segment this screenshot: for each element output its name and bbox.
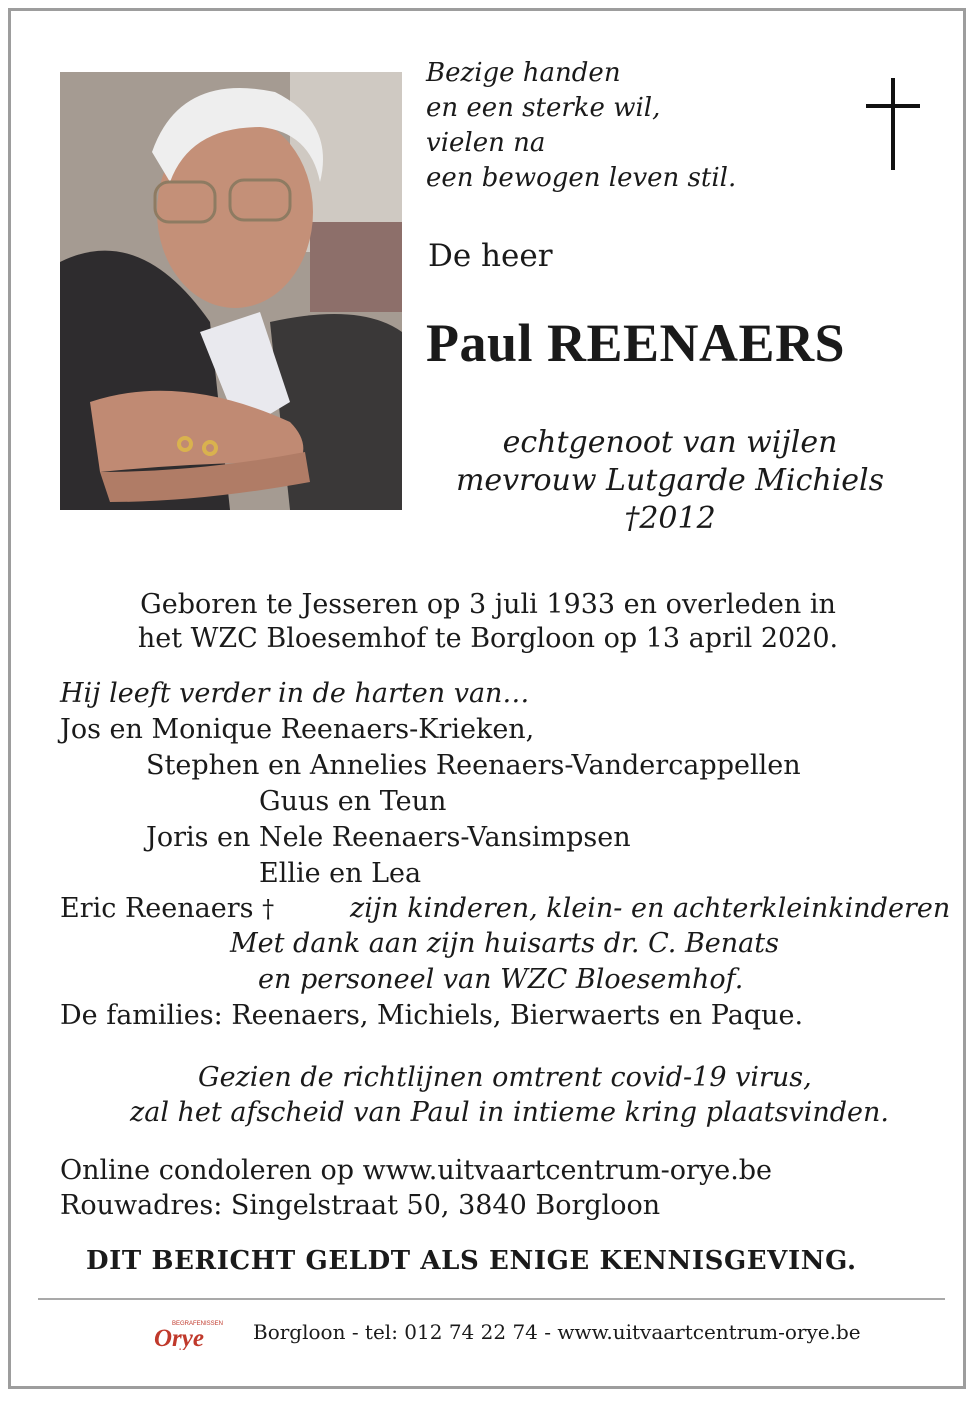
birth-line: Geboren te Jesseren op 3 juli 1933 en overleden in <box>140 589 836 620</box>
family-line: Ellie en Lea <box>259 858 422 889</box>
families-line: De families: Reenaers, Michiels, Bierwaerts en Paque. <box>60 1000 804 1031</box>
logo-subtitle: BEGRAFENISSEN <box>172 1321 224 1327</box>
footer-contact: Borgloon - tel: 012 74 22 74 - www.uitvaartcentrum-orye.be <box>253 1320 861 1344</box>
poem <box>426 56 736 196</box>
cross-icon <box>866 78 920 170</box>
poem-line: vielen na <box>426 128 546 158</box>
family-line: Stephen en Annelies Reenaers-Vandercappellen <box>146 750 801 781</box>
spouse-death-year: †2012 <box>624 501 716 536</box>
thanks-line: en personeel van WZC Bloesemhof. <box>258 964 744 995</box>
birth-death-info <box>60 588 916 656</box>
thanks-line: Met dank aan zijn huisarts dr. C. Benats <box>230 928 779 959</box>
family-intro: Hij leeft verder in de harten van… <box>60 678 530 709</box>
family-line: Joris en Nele Reenaers-Vansimpsen <box>146 822 631 853</box>
covid-line: zal het afscheid van Paul in intieme kring plaatsvinden. <box>130 1097 890 1128</box>
notice-statement: DIT BERICHT GELDT ALS ENIGE KENNISGEVING. <box>86 1246 857 1276</box>
poem-line: en een sterke wil, <box>426 93 661 123</box>
poem-line: een bewogen leven stil. <box>426 163 737 193</box>
family-line <box>60 893 274 924</box>
mourning-address: Rouwadres: Singelstraat 50, 3840 Borgloon <box>60 1190 661 1221</box>
footer-divider <box>38 1298 945 1300</box>
online-condolences: Online condoleren op www.uitvaartcentrum-orye.be <box>60 1155 773 1186</box>
family-line: Guus en Teun <box>259 786 447 817</box>
family-line: Jos en Monique Reenaers-Krieken, <box>60 714 535 745</box>
logo-wordmark: Orye <box>154 1325 204 1350</box>
family-role: zijn kinderen, klein- en achterkleinkinderen <box>350 893 951 924</box>
poem-line: Bezige handen <box>426 58 621 88</box>
orye-logo <box>154 1318 228 1350</box>
birth-line: het WZC Bloesemhof te Borgloon op 13 april 2020. <box>137 623 839 654</box>
spouse-line: mevrouw Lutgarde Michiels <box>455 463 885 498</box>
honorific: De heer <box>428 238 553 274</box>
portrait-photo <box>60 72 402 510</box>
family-member: Eric Reenaers <box>60 893 254 924</box>
spouse-info <box>420 424 920 538</box>
deceased-name: Paul REENAERS <box>426 313 846 373</box>
spouse-line: echtgenoot van wijlen <box>502 425 838 460</box>
covid-line: Gezien de richtlijnen omtrent covid-19 virus, <box>198 1062 812 1093</box>
dagger-mark: † <box>262 895 275 923</box>
